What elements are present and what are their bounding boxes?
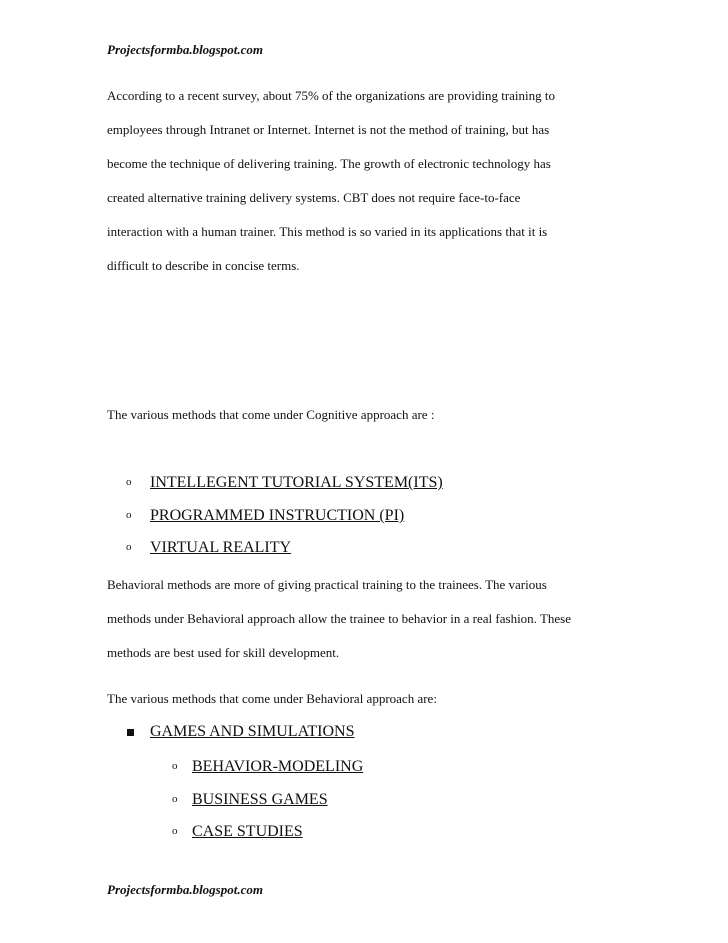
paragraph-line: Behavioral methods are more of giving practical training to the trainees. The various [107, 577, 547, 592]
behavioral-sub-item-label: BEHAVIOR-MODELING [192, 758, 364, 775]
circle-bullet-icon: o [172, 793, 178, 805]
behavioral-sub-item-label: BUSINESS GAMES [192, 791, 328, 808]
behavioral-main-item-label: GAMES AND SIMULATIONS [150, 723, 355, 740]
paragraph-line: methods are best used for skill development. [107, 645, 340, 660]
paragraph-line: interaction with a human trainer. This method is so varied in its applications that it is [107, 224, 548, 239]
footer-site-name: Projectsformba.blogspot.com [107, 882, 263, 897]
cognitive-intro [107, 407, 707, 441]
document-page [107, 0, 697, 943]
circle-bullet-icon: o [126, 541, 132, 553]
circle-bullet-icon: o [172, 760, 178, 772]
cognitive-item-label: PROGRAMMED INSTRUCTION (PI) [150, 507, 405, 524]
paragraph-line: become the technique of delivering training. The growth of electronic technology has [107, 156, 551, 171]
paragraph-line: employees through Intranet or Internet. Internet is not the method of training, but has [107, 122, 550, 137]
behavioral-intro-text: The various methods that come under Behavioral approach are: [107, 691, 437, 706]
behavioral-intro [107, 691, 707, 725]
cognitive-intro-text: The various methods that come under Cognitive approach are : [107, 407, 435, 422]
intro-paragraph [107, 88, 707, 292]
circle-bullet-icon: o [126, 476, 132, 488]
behavioral-paragraph [107, 577, 707, 679]
paragraph-line: created alternative training delivery systems. CBT does not require face-to-face [107, 190, 521, 205]
paragraph-line: difficult to describe in concise terms. [107, 258, 300, 273]
paragraph-line: According to a recent survey, about 75% of the organizations are providing training to [107, 88, 556, 103]
circle-bullet-icon: o [172, 825, 178, 837]
circle-bullet-icon: o [126, 509, 132, 521]
cognitive-item-label: INTELLEGENT TUTORIAL SYSTEM(ITS) [150, 474, 443, 491]
header-site-name: Projectsformba.blogspot.com [107, 42, 263, 57]
behavioral-sub-item-label: CASE STUDIES [192, 823, 303, 840]
paragraph-line: methods under Behavioral approach allow the trainee to behavior in a real fashion. These [107, 611, 571, 626]
cognitive-item-label: VIRTUAL REALITY [150, 539, 292, 556]
square-bullet-icon [127, 729, 134, 736]
